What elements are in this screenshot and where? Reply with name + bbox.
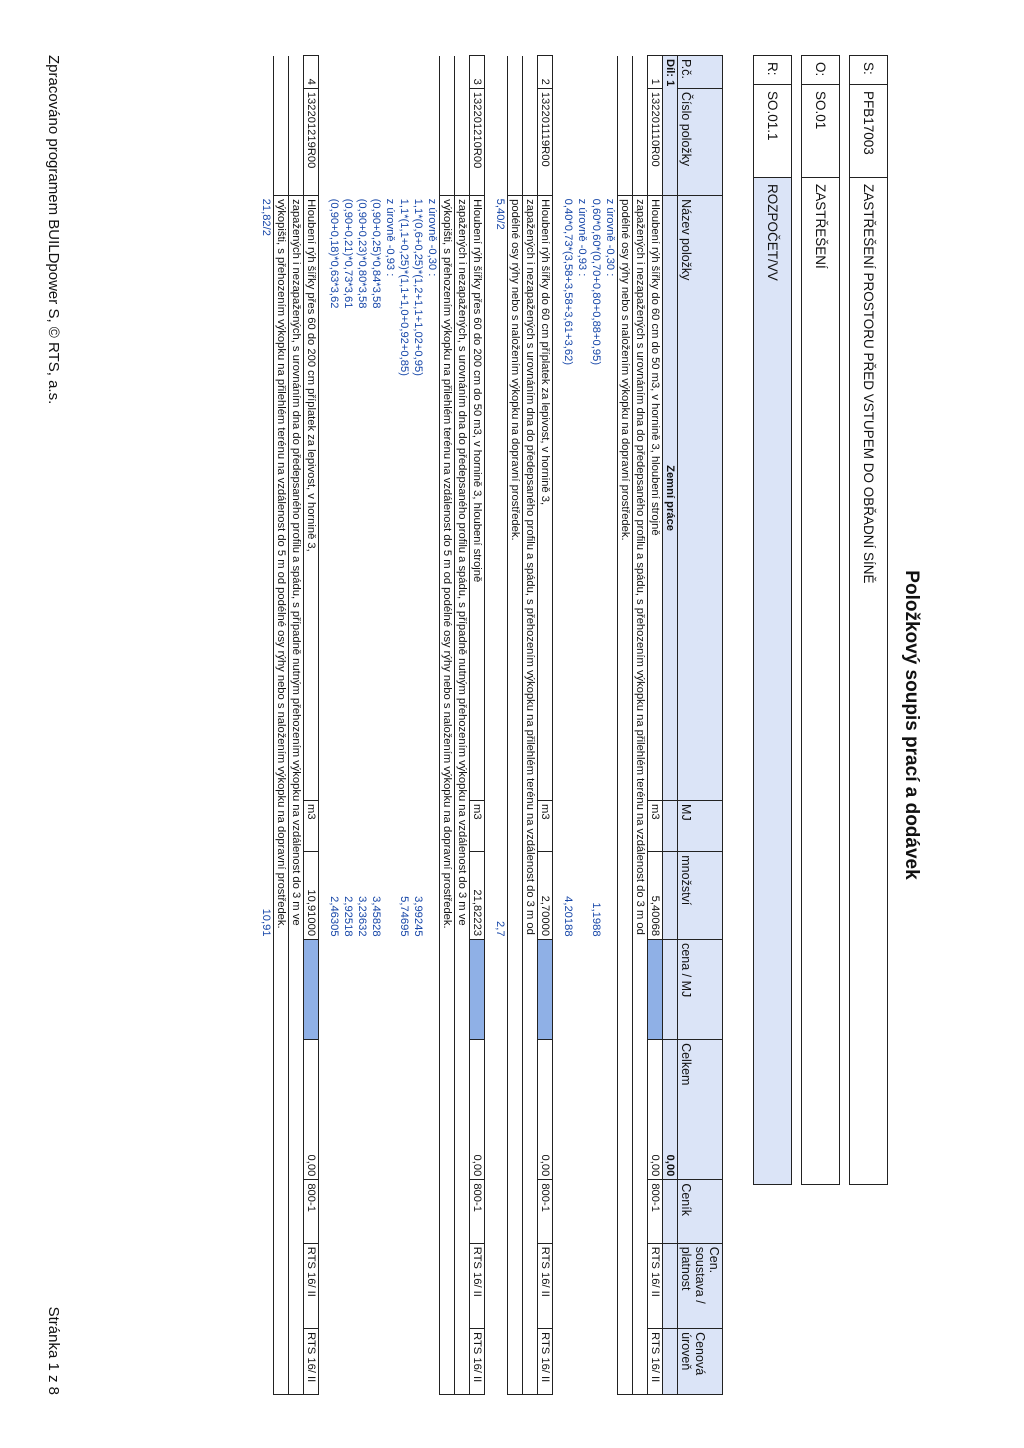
calc-expression: 1,1*(1,1+0,25)*(1,1+1,0+0,92+0,85) xyxy=(398,198,410,376)
footer-page-number: Stránka 1 z 8 xyxy=(45,1306,62,1395)
item-note-row xyxy=(633,56,648,1395)
calc-expression: (0,90+0,23)*0,80*3,58 xyxy=(356,198,368,309)
calc-value: 2,46305 xyxy=(328,896,340,937)
item-level: RTS 16/ II xyxy=(304,1329,319,1395)
calc-expression: (0,90+0,18)*0,63*3,62 xyxy=(328,198,340,309)
item-note-row xyxy=(618,56,633,1395)
item-note: výkopišti, s přehozením výkopku na přilehlém terénu na vzdálenost do 5 m od podélné osy rýhy nebo s naložením výkopku na dopravní prostředek. xyxy=(274,196,289,1395)
calc-row xyxy=(383,56,397,1395)
item-qty: 10,91000 xyxy=(304,852,319,940)
calc-value xyxy=(425,852,440,940)
stavba-code: PFB17003 xyxy=(850,85,888,178)
col-catalog: Ceník xyxy=(678,1180,723,1243)
stavba-label: S: xyxy=(850,56,888,85)
col-unit-price: cena / MJ xyxy=(678,940,723,1040)
header-objekt xyxy=(801,55,840,1185)
calc-expression: z úrovně -0,93 : xyxy=(576,198,588,277)
item-name: Hloubení rýh šířky do 60 cm do 50 m3, v hornině 3, hloubení strojně xyxy=(648,196,663,801)
item-note-row xyxy=(440,56,455,1395)
item-system: RTS 16/ II xyxy=(304,1243,319,1328)
item-name: Hloubení rýh šířky přes 60 do 200 cm příplatek za lepivost, v hornině 3, xyxy=(304,196,319,801)
item-system: RTS 16/ II xyxy=(648,1243,663,1328)
calc-value: 3,23632 xyxy=(356,896,368,937)
page-title: Položkový soupis prací a dodávek xyxy=(901,570,922,880)
item-name: Hloubení rýh šířky do 60 cm příplatek za lepivost, v hornině 3, xyxy=(538,196,553,801)
calc-value: 5,74695 xyxy=(398,896,410,937)
item-unit-price xyxy=(538,940,553,1040)
item-unit-price xyxy=(304,940,319,1040)
section-row xyxy=(663,56,678,1395)
section-label: Díl: 1 xyxy=(663,56,678,196)
item-qty: 2,70000 xyxy=(538,852,553,940)
calc-row xyxy=(425,56,440,1395)
item-mj: m3 xyxy=(648,801,663,852)
rozpocet-code: SO.01.1 xyxy=(754,85,792,178)
item-mj: m3 xyxy=(304,801,319,852)
calc-value: 1,1988 xyxy=(590,902,602,937)
item-pc: 2 xyxy=(538,56,553,89)
item-catalog: 800-1 xyxy=(648,1180,663,1243)
calc-value: 3,99245 xyxy=(412,896,424,937)
section-total: 0,00 xyxy=(663,1040,678,1180)
item-level: RTS 16/ II xyxy=(648,1329,663,1395)
item-code: 132201210R00 xyxy=(470,88,485,195)
item-note-row xyxy=(508,56,523,1395)
calc-row xyxy=(589,56,603,1395)
item-code: 132201219R00 xyxy=(304,88,319,195)
calc-row xyxy=(411,56,425,1395)
col-mj: MJ xyxy=(678,801,723,852)
col-name: Název položky xyxy=(678,196,723,801)
item-total: 0,00 xyxy=(304,1040,319,1180)
item-mj: m3 xyxy=(470,801,485,852)
calc-value: 10,91 xyxy=(260,908,272,937)
calc-row xyxy=(341,56,355,1395)
item-catalog: 800-1 xyxy=(538,1180,553,1243)
item-system: RTS 16/ II xyxy=(538,1243,553,1328)
calc-expression: z úrovně -0,30 : xyxy=(604,198,616,277)
calc-row xyxy=(493,56,508,1395)
item-name: Hloubení rýh šířky přes 60 do 200 cm do 50 m3, v hornině 3, hloubení strojně xyxy=(470,196,485,801)
item-row xyxy=(304,56,319,1395)
item-code: 132201110R00 xyxy=(648,88,663,195)
item-note: podélné osy rýhy nebo s naložením výkopku na dopravní prostředek. xyxy=(508,196,523,1395)
objekt-code: SO.01 xyxy=(802,85,840,178)
item-total: 0,00 xyxy=(538,1040,553,1180)
item-pc: 4 xyxy=(304,56,319,89)
item-note: výkopišti, s přehozením výkopku na přilehlém terénu na vzdálenost do 5 m od podélné osy rýhy nebo s naložením výkopku na dopravní prostředek. xyxy=(440,196,455,1395)
item-note-row xyxy=(274,56,289,1395)
calc-value xyxy=(575,852,589,940)
calc-expression: (0,90+0,25)*0,84*3,58 xyxy=(370,198,382,309)
item-note: zapažených i nezapažených, s urovnáním dna do předepsaného profilu a spádu, s případně nutným přehozením výkopku na vzdálenost do 3 m ve xyxy=(455,196,470,1395)
item-system: RTS 16/ II xyxy=(470,1243,485,1328)
item-note: zapažených i nezapažených, s urovnáním dna do předepsaného profilu a spádu, s případně nutným přehozením výkopku na vzdálenost do 3 m ve xyxy=(289,196,304,1395)
item-catalog: 800-1 xyxy=(304,1180,319,1243)
section-name: Zemní práce xyxy=(663,196,678,801)
item-qty: 5,40068 xyxy=(648,852,663,940)
calc-row xyxy=(561,56,575,1395)
calc-value: 2,7 xyxy=(494,921,506,937)
col-system: Cen. soustava / platnost xyxy=(678,1243,723,1328)
col-total: Celkem xyxy=(678,1040,723,1180)
col-level: Cenová úroveň xyxy=(678,1329,723,1395)
item-catalog: 800-1 xyxy=(470,1180,485,1243)
objekt-label: O: xyxy=(802,56,840,85)
calc-expression: 5,40/2 xyxy=(494,198,506,230)
item-note-row xyxy=(455,56,470,1395)
calc-value: 3,45828 xyxy=(370,896,382,937)
items-table xyxy=(251,55,723,1395)
item-total: 0,00 xyxy=(648,1040,663,1180)
calc-value: 2,92518 xyxy=(342,896,354,937)
calc-row xyxy=(603,56,618,1395)
objekt-name: ZASTŘEŠENÍ xyxy=(802,178,840,1185)
item-qty: 21,82223 xyxy=(470,852,485,940)
item-note: podélné osy rýhy nebo s naložením výkopku na dopravní prostředek. xyxy=(618,196,633,1395)
calc-row xyxy=(327,56,341,1395)
calc-value xyxy=(603,852,618,940)
item-unit-price xyxy=(648,940,663,1040)
calc-expression: 0,60*0,60*(0,70+0,80+0,88+0,95) xyxy=(590,198,602,366)
item-note: zapažených i nezapažených s urovnáním dna do předepsaného profilu a spádu, s přehozením výkopku na přilehlém terénu na vzdálenost do 3 m od xyxy=(633,196,648,1395)
calc-expression: 21,82/2 xyxy=(260,198,272,236)
item-pc: 1 xyxy=(648,56,663,89)
item-pc: 3 xyxy=(470,56,485,89)
calc-expression: z úrovně -0,93 : xyxy=(384,198,396,277)
item-row xyxy=(648,56,663,1395)
item-note-row xyxy=(289,56,304,1395)
col-qty: množství xyxy=(678,852,723,940)
rozpocet-label: R: xyxy=(754,56,792,85)
col-pc: P.č. xyxy=(678,56,723,89)
table-header-row xyxy=(678,56,723,1395)
footer-program: Zpracováno programem BUILDpower S, © RTS, a.s. xyxy=(45,55,62,405)
calc-row xyxy=(259,56,274,1395)
calc-expression: 1,1*(0,6+0,25)*(1,2+1,1+1,02+0,95) xyxy=(412,198,424,376)
header-stavba xyxy=(849,55,888,1185)
item-code: 132201119R00 xyxy=(538,88,553,195)
calc-expression: (0,90+0,21)*0,73*3,61 xyxy=(342,198,354,309)
header-rozpocet xyxy=(753,55,792,1185)
calc-row xyxy=(369,56,383,1395)
calc-row xyxy=(397,56,411,1395)
calc-value xyxy=(383,852,397,940)
item-mj: m3 xyxy=(538,801,553,852)
rotated-page xyxy=(28,55,928,1395)
item-note-row xyxy=(523,56,538,1395)
item-level: RTS 16/ II xyxy=(470,1329,485,1395)
calc-row xyxy=(575,56,589,1395)
calc-expression: z úrovně -0,30 : xyxy=(426,198,438,277)
item-total: 0,00 xyxy=(470,1040,485,1180)
item-unit-price xyxy=(470,940,485,1040)
col-code: Číslo položky xyxy=(678,88,723,195)
rozpocet-name: ROZPOČET/VV xyxy=(754,178,792,1185)
item-level: RTS 16/ II xyxy=(538,1329,553,1395)
calc-row xyxy=(355,56,369,1395)
item-row xyxy=(470,56,485,1395)
item-row xyxy=(538,56,553,1395)
item-note: zapažených i nezapažených s urovnáním dna do předepsaného profilu a spádu, s přehozením výkopku na přilehlém terénu na vzdálenost do 3 m od xyxy=(523,196,538,1395)
calc-expression: 0,40*0,73*(3,58+3,58+3,61+3,62) xyxy=(562,198,574,366)
calc-value: 4,20188 xyxy=(562,896,574,937)
stavba-name: ZASTŘEŠENÍ PROSTORU PŘED VSTUPEM DO OBŘADNÍ SÍNĚ xyxy=(850,178,888,1185)
